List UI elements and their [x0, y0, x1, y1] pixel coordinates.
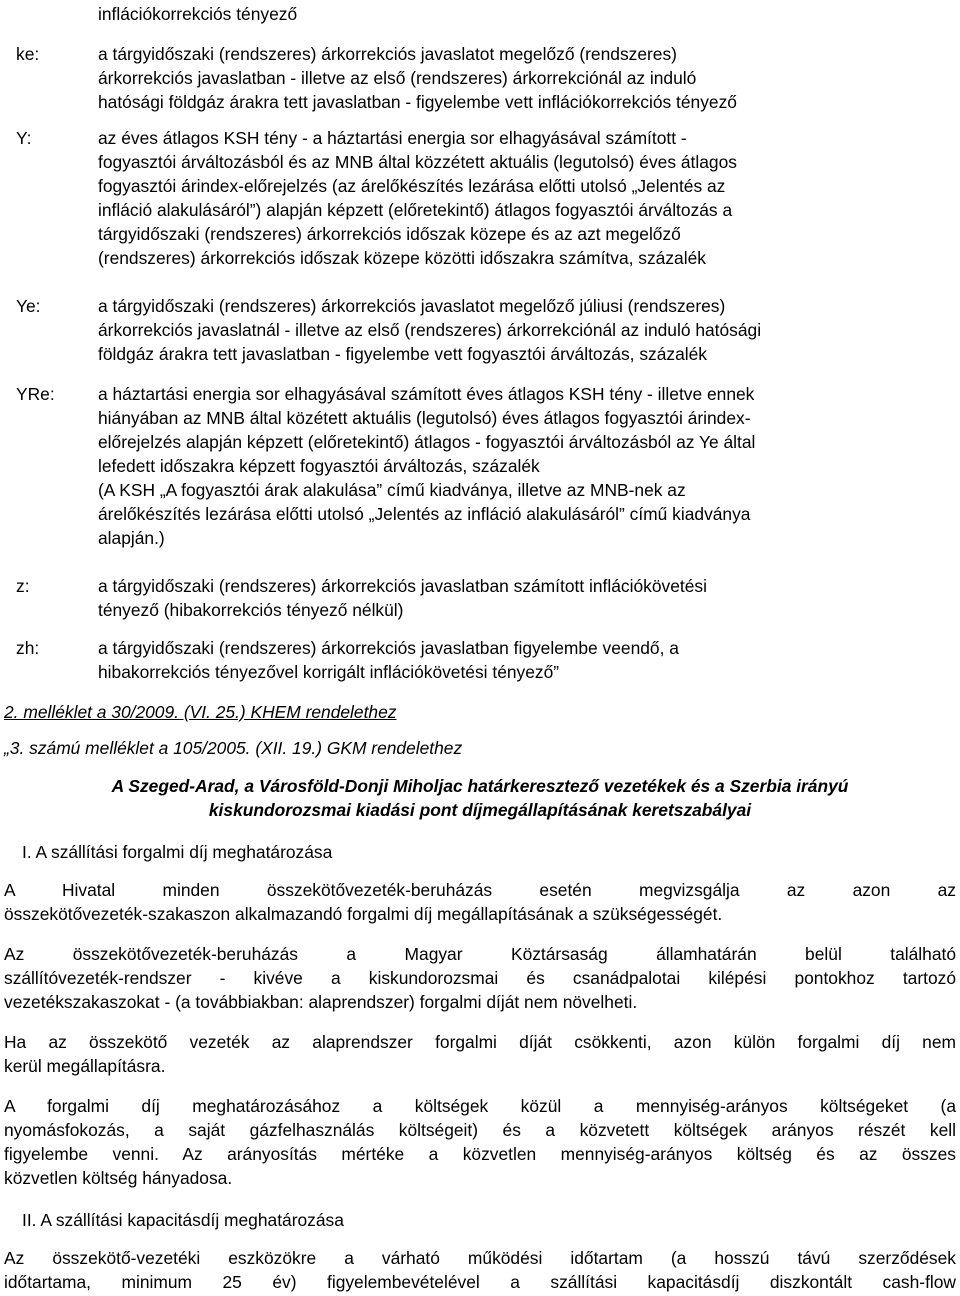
definition-zh: [98, 636, 950, 684]
definition-line: hibakorrekciós tényezővel korrigált inflációkövetési tényező”: [98, 662, 560, 682]
title-line: A Szeged-Arad, a Városföld-Donji Miholjac határkeresztező vezetékek és a Szerbia irányú: [111, 776, 849, 796]
paragraph-line: Ha az összekötő vezeték az alaprendszer forgalmi díját csökkenti, azon külön forgalmi díj nem: [4, 1032, 956, 1052]
definition-line: a tárgyidőszaki (rendszeres) árkorrekciós javaslatban számított inflációkövetési: [98, 576, 707, 596]
definition-line: a tárgyidőszaki (rendszeres) árkorrekciós javaslatot megelőző (rendszeres): [98, 44, 677, 64]
definition-line: (rendszeres) árkorrekciós időszak közepe közötti időszakra számítva, százalék: [98, 248, 706, 268]
paragraph-line: összekötővezeték-szakaszon alkalmazandó forgalmi díj megállapításának a szükségességét.: [4, 904, 723, 924]
definition-line: fogyasztói árváltozásból és az MNB által közzétett aktuális (legutolsó) éves átlagos: [98, 152, 737, 172]
definition-line: a tárgyidőszaki (rendszeres) árkorrekciós javaslatot megelőző júliusi (rendszeres): [98, 296, 726, 316]
section-heading-2: II. A szállítási kapacitásdíj meghatározása: [22, 1210, 344, 1230]
term-zh: zh:: [16, 638, 40, 658]
annex-reference: 2. melléklet a 30/2009. (VI. 25.) KHEM rendelethez: [4, 702, 397, 722]
definition-line: a háztartási energia sor elhagyásával számított éves átlagos KSH tény - illetve ennek: [98, 384, 755, 404]
term-ke: ke:: [16, 44, 40, 64]
definition-line: tényező (hibakorrekciós tényező nélkül): [98, 600, 404, 620]
definition-line: tárgyidőszaki (rendszeres) árkorrekciós időszak közepe és az azt megelőző: [98, 224, 681, 244]
paragraph-line: A forgalmi díj meghatározásához a költségek közül a mennyiség-arányos költségeket (a: [4, 1096, 956, 1116]
definition-line: árelőkészítés lezárása előtti utolsó „Jelentés az infláció alakulásáról” című kiadványa: [98, 504, 751, 524]
definition-line: árkorrekciós javaslatban - illetve az első (rendszeres) árkorrekciónál az induló: [98, 68, 697, 88]
definition-line: előrejelzés alapján képzett (előretekintő) átlagos - fogyasztói árváltozásból az Ye által: [98, 432, 756, 452]
paragraph-2: [4, 942, 956, 1014]
definition-line: az éves átlagos KSH tény - a háztartási energia sor elhagyásával számított -: [98, 128, 687, 148]
term-yre: YRe:: [16, 384, 55, 404]
definition-line: infláció alakulásáról”) alapján képzett (előretekintő) átlagos fogyasztói árváltozás a: [98, 200, 733, 220]
definition-line: lefedett időszakra képzett fogyasztói árváltozás, százalék: [98, 456, 540, 476]
paragraph-line: szállítóvezeték-rendszer - kivéve a kiskundorozsmai és csanádpalotai kilépési pontokhoz tartozó: [4, 968, 956, 988]
paragraph-line: figyelembe venni. Az arányosítás mértéke a közvetlen mennyiség-arányos költség és az összes: [4, 1144, 956, 1164]
paragraph-4: [4, 1094, 956, 1190]
paragraph-line: Az összekötő-vezetéki eszközökre a várható működési időtartam (a hosszú távú szerződések: [4, 1248, 956, 1268]
paragraph-5: [4, 1246, 956, 1294]
definition-z: [98, 574, 950, 622]
document-title: [4, 774, 956, 822]
definition-yre: [98, 382, 950, 550]
paragraph-1: [4, 878, 956, 926]
definition-line: a tárgyidőszaki (rendszeres) árkorrekciós javaslatban figyelembe veendő, a: [98, 638, 679, 658]
annex-subreference: „3. számú melléklet a 105/2005. (XII. 19.) GKM rendelethez: [4, 738, 463, 758]
term-y: Y:: [16, 128, 32, 148]
definition-line: alapján.): [98, 528, 165, 548]
paragraph-line: A Hivatal minden összekötővezeték-beruházás esetén megvizsgálja az azon az: [4, 880, 956, 900]
definition-ye: [98, 294, 950, 366]
paragraph-line: vezetékszakaszokat - (a továbbiakban: alaprendszer) forgalmi díját nem növelheti.: [4, 992, 638, 1012]
definition-y: [98, 126, 950, 270]
definition-line: (A KSH „A fogyasztói árak alakulása” című kiadványa, illetve az MNB-nek az: [98, 480, 686, 500]
definition-line: földgáz árakra tett javaslatban - figyelembe vett fogyasztói árváltozás, százalék: [98, 344, 707, 364]
definition-line: hatósági földgáz árakra tett javaslatban - figyelembe vett inflációkorrekciós tényező: [98, 92, 737, 112]
paragraph-line: kerül megállapításra.: [4, 1056, 166, 1076]
definition-line: hiányában az MNB által közétett aktuális (legutolsó) éves átlagos fogyasztói árindex-: [98, 408, 751, 428]
paragraph-line: időtartama, minimum 25 év) figyelembevételével a szállítási kapacitásdíj diszkontált cash-flow: [4, 1272, 956, 1292]
paragraph-line: Az összekötővezeték-beruházás a Magyar Köztársaság államhatárán belül található: [4, 944, 956, 964]
term-z: z:: [16, 576, 30, 596]
definition-line: árkorrekciós javaslatnál - illetve az első (rendszeres) árkorrekciónál az induló hatósági: [98, 320, 762, 340]
paragraph-line: nyomásfokozás, a saját gázfelhasználás költségeit) és a közvetett költségek arányos részét kell: [4, 1120, 956, 1140]
paragraph-line: közvetlen költség hányadosa.: [4, 1168, 233, 1188]
title-line: kiskundorozsmai kiadási pont díjmegállapításának keretszabályai: [208, 800, 752, 820]
section-heading-1: I. A szállítási forgalmi díj meghatározása: [22, 842, 333, 862]
paragraph-3: [4, 1030, 956, 1078]
definition-ke: [98, 42, 950, 114]
top-line: inflációkorrekciós tényező: [98, 4, 298, 24]
term-ye: Ye:: [16, 296, 41, 316]
definition-line: fogyasztói árindex-előrejelzés (az árelőkészítés lezárása előtti utolsó „Jelentés az: [98, 176, 726, 196]
